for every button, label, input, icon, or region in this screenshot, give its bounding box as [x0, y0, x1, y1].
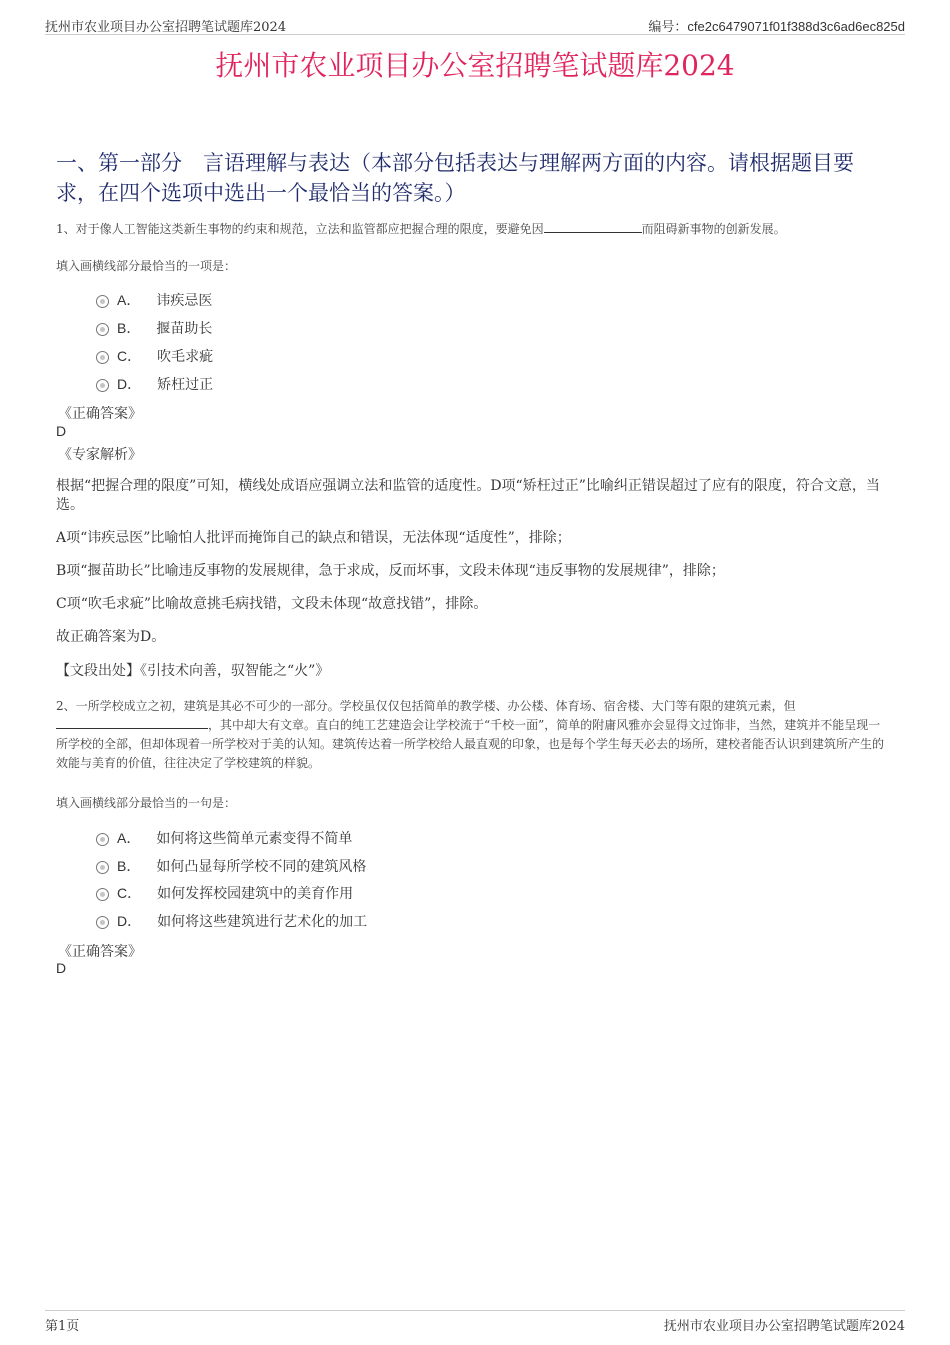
question-1-option-b[interactable] [96, 318, 212, 338]
question-2-answer: D [56, 960, 67, 976]
question-2-option-d[interactable] [96, 911, 367, 931]
analysis-source: 【文段出处】《引技术向善，驭智能之“火”》 [56, 663, 330, 679]
header-doc-title: 抚州市农业项目办公室招聘笔试题库2024 [45, 20, 287, 35]
footer-page-number: 第1页 [45, 1319, 80, 1334]
radio-icon[interactable] [96, 295, 109, 308]
page-footer [45, 1310, 905, 1334]
question-1-answer: D [56, 423, 67, 439]
page-header [45, 14, 905, 35]
analysis-paragraph: B项“揠苗助长”比喻违反事物的发展规律，急于求成，反而坏事，文段未体现“违反事物的发展规律”，排除； [56, 563, 725, 579]
analysis-paragraph: A项“讳疾忌医”比喻怕人批评而掩饰自己的缺点和错误，无法体现“适度性”，排除； [56, 530, 571, 546]
radio-icon[interactable] [96, 323, 109, 336]
option-key: B． [117, 320, 141, 336]
question-2-option-c[interactable] [96, 883, 353, 903]
radio-icon[interactable] [96, 888, 109, 901]
answer-blank [544, 220, 642, 233]
section-heading: 一、第一部分 言语理解与表达（本部分包括表达与理解两方面的内容。请根据题目要求，在四个选项中选出一个最恰当的答案。） [56, 151, 854, 205]
question-1-answer-label: 《正确答案》 [58, 406, 142, 422]
question-1-option-d[interactable] [96, 374, 213, 394]
analysis-paragraph: 故正确答案为D。 [56, 629, 166, 645]
question-1-option-a[interactable] [96, 290, 212, 310]
question-1-option-c[interactable] [96, 346, 213, 366]
question-2-option-b[interactable] [96, 856, 366, 876]
radio-icon[interactable] [96, 916, 109, 929]
option-text: 如何将这些简单元素变得不简单 [156, 831, 353, 847]
option-text: 如何发挥校园建筑中的美育作用 [157, 886, 354, 902]
analysis-paragraph: 根据“把握合理的限度”可知，横线处成语应强调立法和监管的适度性。D项“矫枉过正”比喻纠正错误超过了应有的限度，符合文意，当选。 [56, 478, 880, 513]
option-text: 矫枉过正 [157, 377, 214, 393]
option-text: 如何将这些建筑进行艺术化的加工 [157, 914, 368, 930]
question-1-text-after: 而阻碍新事物的创新发展。 [641, 222, 786, 236]
radio-icon[interactable] [96, 861, 109, 874]
question-1-text [56, 220, 888, 239]
option-text: 讳疾忌医 [156, 293, 213, 309]
option-key: A． [117, 830, 141, 846]
option-key: C． [117, 348, 142, 364]
option-text: 揠苗助长 [156, 321, 213, 337]
question-1-analysis-label: 《专家解析》 [58, 447, 142, 463]
document-title: 抚州市农业项目办公室招聘笔试题库2024 [215, 49, 735, 82]
option-key: D． [117, 376, 142, 392]
option-text: 吹毛求疵 [157, 349, 214, 365]
analysis-paragraph: C项“吹毛求疵”比喻故意挑毛病找错，文段未体现“故意找错”，排除。 [56, 596, 488, 612]
header-doc-id: 编号：cfe2c6479071f01f388d3c6ad6ec825d [648, 19, 905, 34]
question-2-text-after: ，其中却大有文章。直白的纯工艺建造会让学校流于“千校一面”，简单的附庸风雅亦会显得文过饰非，当然，建筑并不能呈现一所学校的全部，但却体现着一所学校对于美的认知。建筑传达着一所学校给人最直观的印象，也是每个学生每天必去的场所，建校者能否认识到建筑所产生的效能与美育的价值，往往决定了学校建筑的样貌。 [56, 718, 885, 770]
option-key: A． [117, 292, 141, 308]
answer-blank [56, 716, 208, 729]
question-1-prompt: 填入画横线部分最恰当的一项是： [56, 259, 237, 273]
radio-icon[interactable] [96, 351, 109, 364]
option-text: 如何凸显每所学校不同的建筑风格 [156, 859, 367, 875]
option-key: D． [117, 913, 142, 929]
question-2-text-before: 2、一所学校成立之初，建筑是其必不可少的一部分。学校虽仅仅包括简单的教学楼、办公楼、体育场、宿舍楼、大门等有限的建筑元素，但 [56, 699, 796, 713]
question-2-text [56, 697, 888, 773]
question-1-text-before: 1、对于像人工智能这类新生事物的约束和规范，立法和监管都应把握合理的限度，要避免因 [56, 222, 544, 236]
option-key: B． [117, 858, 141, 874]
question-2-option-a[interactable] [96, 828, 352, 848]
radio-icon[interactable] [96, 833, 109, 846]
question-2-prompt: 填入画横线部分最恰当的一句是： [56, 796, 237, 810]
question-2-answer-label: 《正确答案》 [58, 944, 142, 960]
option-key: C． [117, 885, 142, 901]
footer-doc-title: 抚州市农业项目办公室招聘笔试题库2024 [663, 1319, 905, 1334]
radio-icon[interactable] [96, 379, 109, 392]
